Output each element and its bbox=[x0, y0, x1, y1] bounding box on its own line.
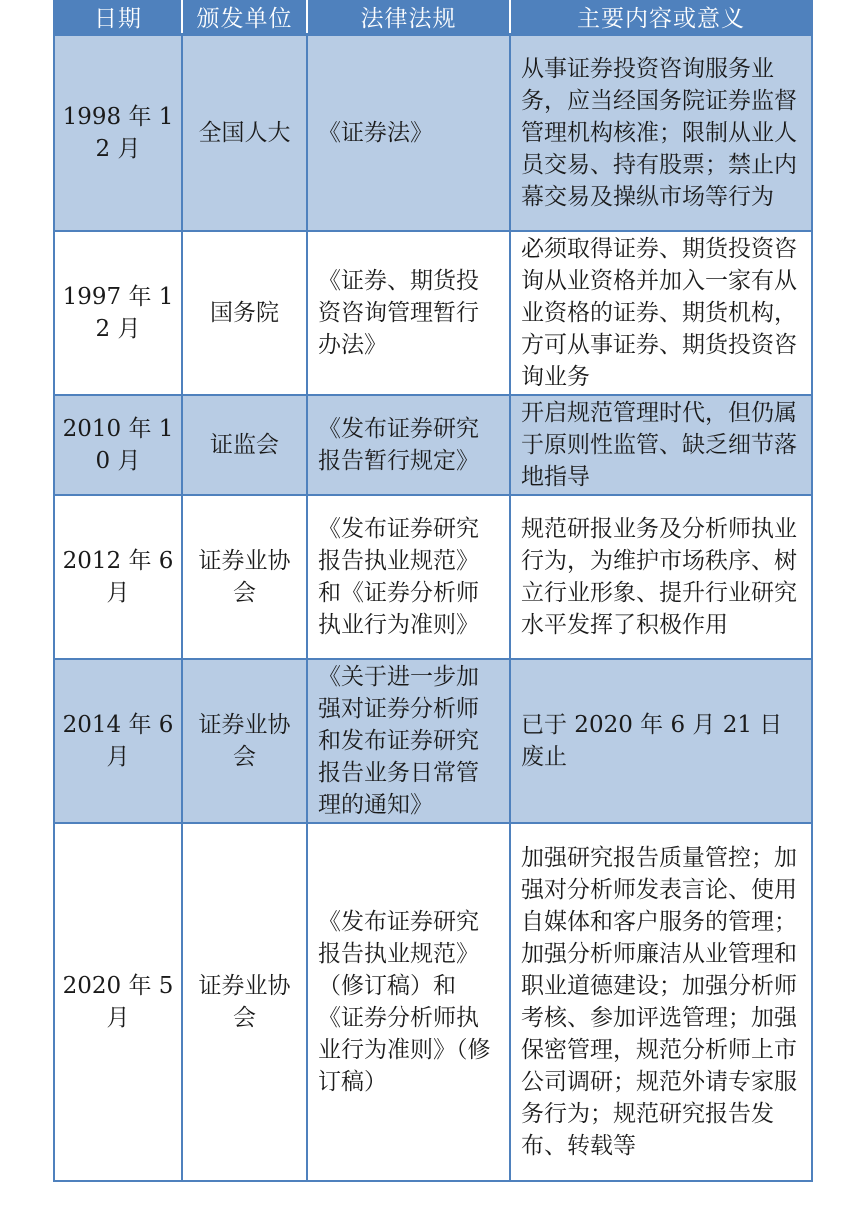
table-row bbox=[54, 659, 812, 823]
header-law: 法律法规 bbox=[307, 0, 510, 35]
law-cell bbox=[307, 395, 510, 495]
date-cell bbox=[54, 495, 182, 659]
table-row bbox=[54, 823, 812, 1181]
date-text: 2014 年 6 月 bbox=[62, 712, 174, 770]
header-issuer: 颁发单位 bbox=[182, 0, 307, 35]
issuer-text: 证监会 bbox=[210, 432, 279, 458]
content-text: 开启规范管理时代，但仍属于原则性监管、缺乏细节落地指导 bbox=[521, 400, 797, 490]
date-cell bbox=[54, 395, 182, 495]
law-cell bbox=[307, 231, 510, 395]
date-cell bbox=[54, 823, 182, 1181]
issuer-cell bbox=[182, 35, 307, 232]
table-row bbox=[54, 395, 812, 495]
date-cell bbox=[54, 659, 182, 823]
issuer-cell bbox=[182, 231, 307, 395]
issuer-text: 全国人大 bbox=[198, 120, 291, 146]
table-row bbox=[54, 231, 812, 395]
date-text: 2010 年 10 月 bbox=[62, 416, 174, 474]
law-cell bbox=[307, 35, 510, 232]
issuer-cell bbox=[182, 659, 307, 823]
date-cell bbox=[54, 35, 182, 232]
date-text: 1998 年 12 月 bbox=[62, 104, 174, 162]
table-body bbox=[54, 35, 812, 1182]
header-row bbox=[54, 0, 812, 35]
content-text: 必须取得证券、期货投资咨询从业资格并加入一家有从业资格的证券、期货机构，方可从事证券、期货投资咨询业务 bbox=[521, 236, 797, 390]
content-cell bbox=[510, 395, 812, 495]
law-text: 《发布证券研究报告暂行规定》 bbox=[318, 416, 479, 474]
content-cell bbox=[510, 231, 812, 395]
law-text: 《证券法》 bbox=[318, 120, 433, 146]
regulation-table-container bbox=[53, 0, 811, 1182]
issuer-text: 证券业协会 bbox=[198, 973, 291, 1031]
date-text: 2012 年 6 月 bbox=[62, 548, 174, 606]
content-cell bbox=[510, 35, 812, 232]
law-cell bbox=[307, 659, 510, 823]
content-text: 已于 2020 年 6 月 21 日废止 bbox=[521, 712, 783, 770]
header-content: 主要内容或意义 bbox=[510, 0, 812, 35]
header-date: 日期 bbox=[54, 0, 182, 35]
issuer-text: 国务院 bbox=[210, 300, 279, 326]
issuer-text: 证券业协会 bbox=[198, 712, 291, 770]
table-row bbox=[54, 495, 812, 659]
content-text: 加强研究报告质量管控；加强对分析师发表言论、使用自媒体和客户服务的管理；加强分析师廉洁从业管理和职业道德建设；加强分析师考核、参加评选管理；加强保密管理，规范分析师上市公司调研；规范外请专家服务行为；规范研究报告发布、转载等 bbox=[521, 845, 797, 1159]
table-header bbox=[54, 0, 812, 35]
date-text: 1997 年 12 月 bbox=[62, 284, 174, 342]
content-cell bbox=[510, 823, 812, 1181]
content-text: 从事证券投资咨询服务业务，应当经国务院证券监督管理机构核准；限制从业人员交易、持有股票；禁止内幕交易及操纵市场等行为 bbox=[521, 56, 797, 210]
content-cell bbox=[510, 495, 812, 659]
law-text: 《证券、期货投资咨询管理暂行办法》 bbox=[318, 268, 479, 358]
date-cell bbox=[54, 231, 182, 395]
issuer-cell bbox=[182, 495, 307, 659]
law-cell bbox=[307, 823, 510, 1181]
table-row bbox=[54, 35, 812, 232]
law-text: 《发布证券研究报告执业规范》（修订稿）和《证券分析师执业行为准则》（修订稿） bbox=[318, 909, 491, 1095]
content-text: 规范研报业务及分析师执业行为，为维护市场秩序、树立行业形象、提升行业研究水平发挥了积极作用 bbox=[521, 516, 797, 638]
issuer-cell bbox=[182, 823, 307, 1181]
law-text: 《发布证券研究报告执业规范》和《证券分析师执业行为准则》 bbox=[318, 516, 479, 638]
content-cell bbox=[510, 659, 812, 823]
regulation-table bbox=[53, 0, 813, 1182]
issuer-cell bbox=[182, 395, 307, 495]
law-text: 《关于进一步加强对证券分析师和发布证券研究报告业务日常管理的通知》 bbox=[318, 664, 479, 818]
issuer-text: 证券业协会 bbox=[198, 548, 291, 606]
date-text: 2020 年 5 月 bbox=[62, 973, 174, 1031]
law-cell bbox=[307, 495, 510, 659]
